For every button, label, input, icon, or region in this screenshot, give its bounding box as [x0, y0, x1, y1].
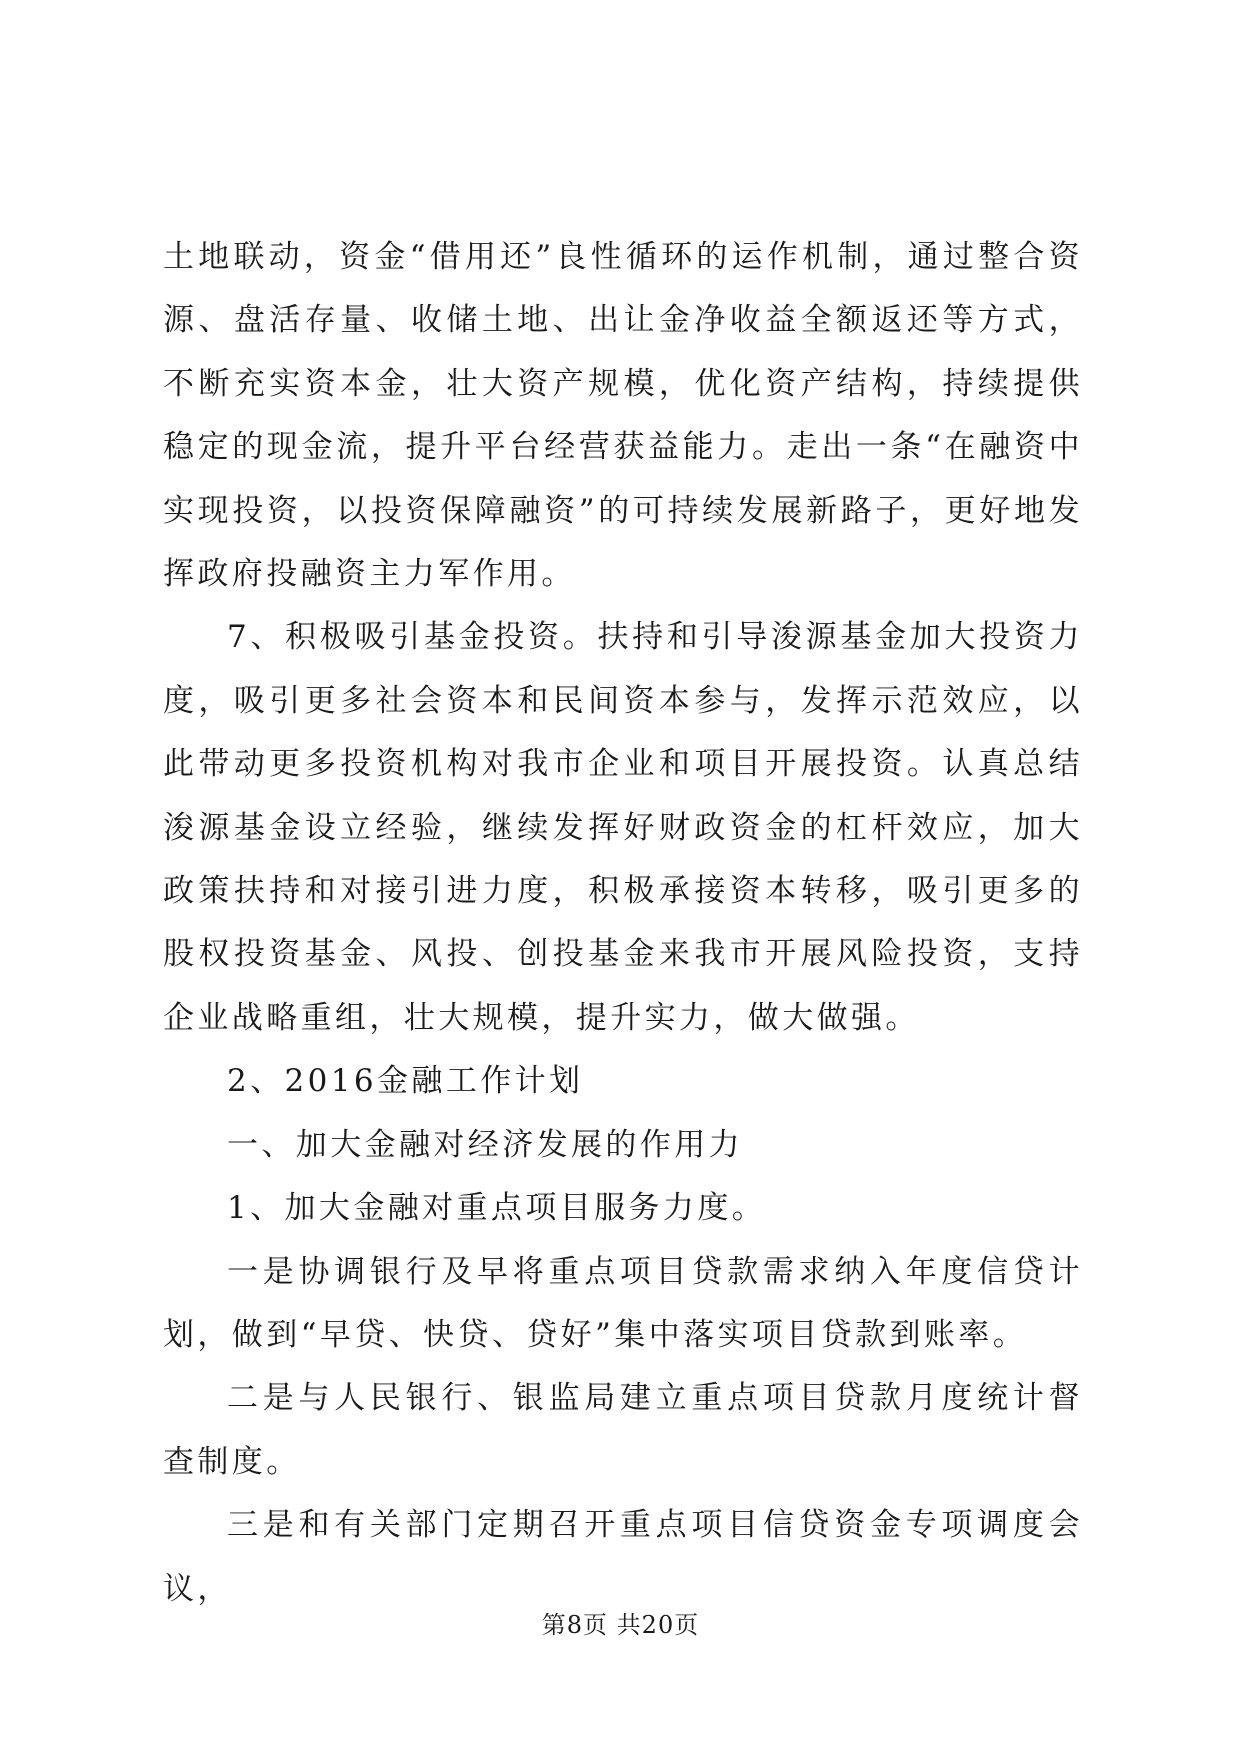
section-heading-2016-plan: 2、2016金融工作计划	[227, 1063, 584, 1100]
section-heading-finance-role: 一、加大金融对经济发展的作用力	[227, 1126, 743, 1163]
paragraph-item-three: 三是和有关部门定期召开重点项目信贷资金专项调度会议，	[163, 1507, 1083, 1607]
paragraph-continued: 土地联动，资金“借用还”良性循环的运作机制，通过整合资源、盘活存量、收储土地、出让金净收益全额返还等方式，不断充实资本金，壮大资产规模，优化资产结构，持续提供稳定的现金流，提升平台经营获益能力。走出一条“在融资中实现投资，以投资保障融资”的可持续发展新路子，更好地发挥政府投融资主力军作用。	[163, 239, 1083, 593]
document-body	[163, 226, 1083, 1621]
subheading-key-projects: 1、加大金融对重点项目服务力度。	[227, 1190, 767, 1227]
paragraph-item-two: 二是与人民银行、银监局建立重点项目贷款月度统计督查制度。	[163, 1380, 1083, 1480]
paragraph-item-one: 一是协调银行及早将重点项目贷款需求纳入年度信贷计划，做到“早贷、快贷、贷好”集中落实项目贷款到账率。	[163, 1253, 1083, 1353]
paragraph-fund-investment: 7、积极吸引基金投资。扶持和引导浚源基金加大投资力度，吸引更多社会资本和民间资本参与，发挥示范效应，以此带动更多投资机构对我市企业和项目开展投资。认真总结浚源基金设立经验，继续发挥好财政资金的杠杆效应，加大政策扶持和对接引进力度，积极承接资本转移，吸引更多的股权投资基金、风投、创投基金来我市开展风险投资，支持企业战略重组，壮大规模，提升实力，做大做强。	[163, 619, 1083, 1036]
page-number-footer: 第8页 共20页	[541, 1611, 700, 1639]
